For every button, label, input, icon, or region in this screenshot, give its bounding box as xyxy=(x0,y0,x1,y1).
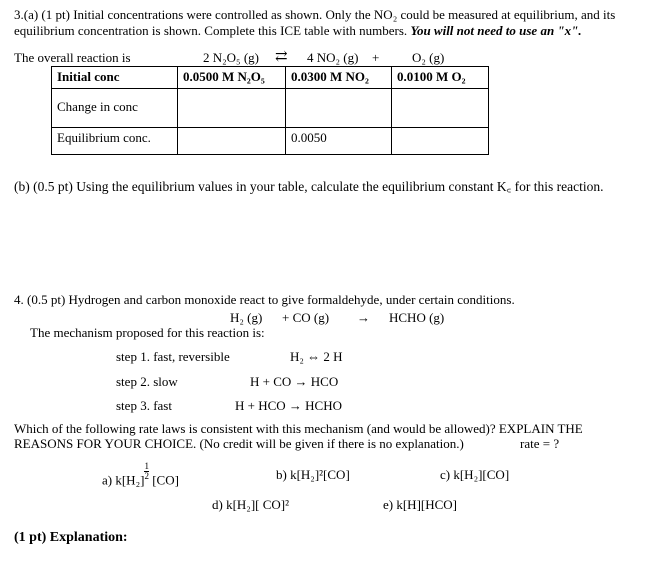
choice-a-suffix: [CO] xyxy=(148,472,179,488)
ice-cell: 0.0300 M NO₂ xyxy=(286,67,392,89)
reaction-reactant: 2 N₂O₅ (g) xyxy=(203,50,259,65)
q4-reactant-co: + CO (g) xyxy=(282,310,330,325)
choice-d: d) k[H₂][ CO]² xyxy=(212,497,290,512)
equilibrium-arrow-icon: ⇄ xyxy=(275,49,288,65)
q4-arrow-icon: → xyxy=(357,310,370,325)
reaction-plus: + xyxy=(372,50,380,65)
ice-cell-input[interactable] xyxy=(392,128,489,155)
q3-intro-line2-text: equilibrium concentration is shown. Complete this ICE table with numbers. xyxy=(14,23,411,38)
q4-reactant-h2: H₂ (g) xyxy=(230,310,263,325)
choice-c: c) k[H₂][CO] xyxy=(440,467,510,482)
ice-cell: 0.0500 M N₂O₅ xyxy=(178,67,286,89)
step-3-equation: H + HCO → HCHO xyxy=(235,398,343,413)
q3-intro xyxy=(14,7,664,39)
ice-row-change xyxy=(52,89,489,128)
exponent-numerator: 1 xyxy=(144,461,149,471)
q3-intro-line2 xyxy=(14,23,664,39)
q3-intro-line1: 3.(a) (1 pt) Initial concentrations were controlled as shown. Only the NO₂ could be measured at equilibrium, and its xyxy=(14,7,616,22)
step-2-label: step 2. slow xyxy=(116,374,178,389)
ice-row-label: Change in conc xyxy=(52,89,178,128)
ice-row-equilibrium xyxy=(52,128,489,155)
choice-a xyxy=(102,462,179,488)
step-3-label: step 3. fast xyxy=(116,398,172,413)
q4-product-hcho: HCHO (g) xyxy=(389,310,445,325)
q3-part-b: (b) (0.5 pt) Using the equilibrium values in your table, calculate the equilibrium constant K꜀ for this reaction. xyxy=(14,179,604,194)
choice-e: e) k[H][HCO] xyxy=(383,497,458,512)
q4-intro: 4. (0.5 pt) Hydrogen and carbon monoxide react to give formaldehyde, under certain conditions. xyxy=(14,292,515,307)
reaction-product-o2: O₂ (g) xyxy=(412,50,445,65)
ice-cell-input[interactable] xyxy=(178,89,286,128)
ice-row-label: Equilibrium conc. xyxy=(52,128,178,155)
ice-cell-input[interactable] xyxy=(392,89,489,128)
q3-intro-emphasis: You will not need to use an "x". xyxy=(410,23,582,38)
step-1-equation: H₂ ⇔ 2 H xyxy=(290,349,343,364)
exponent-denominator: 2 xyxy=(144,471,149,481)
ice-table xyxy=(51,66,489,155)
choice-a-prefix: a) k[H₂] xyxy=(102,472,145,488)
q4-question-line1: Which of the following rate laws is consistent with this mechanism (and would be allowed)? EXPLAIN THE xyxy=(14,421,583,436)
ice-cell: 0.0100 M O₂ xyxy=(392,67,489,89)
choice-b: b) k[H₂]²[CO] xyxy=(276,467,350,482)
reaction-product-no2: 4 NO₂ (g) xyxy=(307,50,359,65)
step-2-equation: H + CO → HCO xyxy=(250,374,339,389)
ice-cell: 0.0050 xyxy=(286,128,392,155)
explanation-label: (1 pt) Explanation: xyxy=(14,530,128,545)
overall-reaction-label: The overall reaction is xyxy=(14,50,131,65)
rate-label: rate = ? xyxy=(520,436,560,451)
ice-cell-input[interactable] xyxy=(178,128,286,155)
ice-row-initial xyxy=(52,67,489,89)
ice-cell-input[interactable] xyxy=(286,89,392,128)
q4-question-line2: REASONS FOR YOUR CHOICE. (No credit will be given if there is no explanation.) xyxy=(14,436,464,451)
mechanism-label: The mechanism proposed for this reaction is: xyxy=(30,325,265,340)
ice-row-label: Initial conc xyxy=(52,67,178,89)
step-1-label: step 1. fast, reversible xyxy=(116,349,230,364)
